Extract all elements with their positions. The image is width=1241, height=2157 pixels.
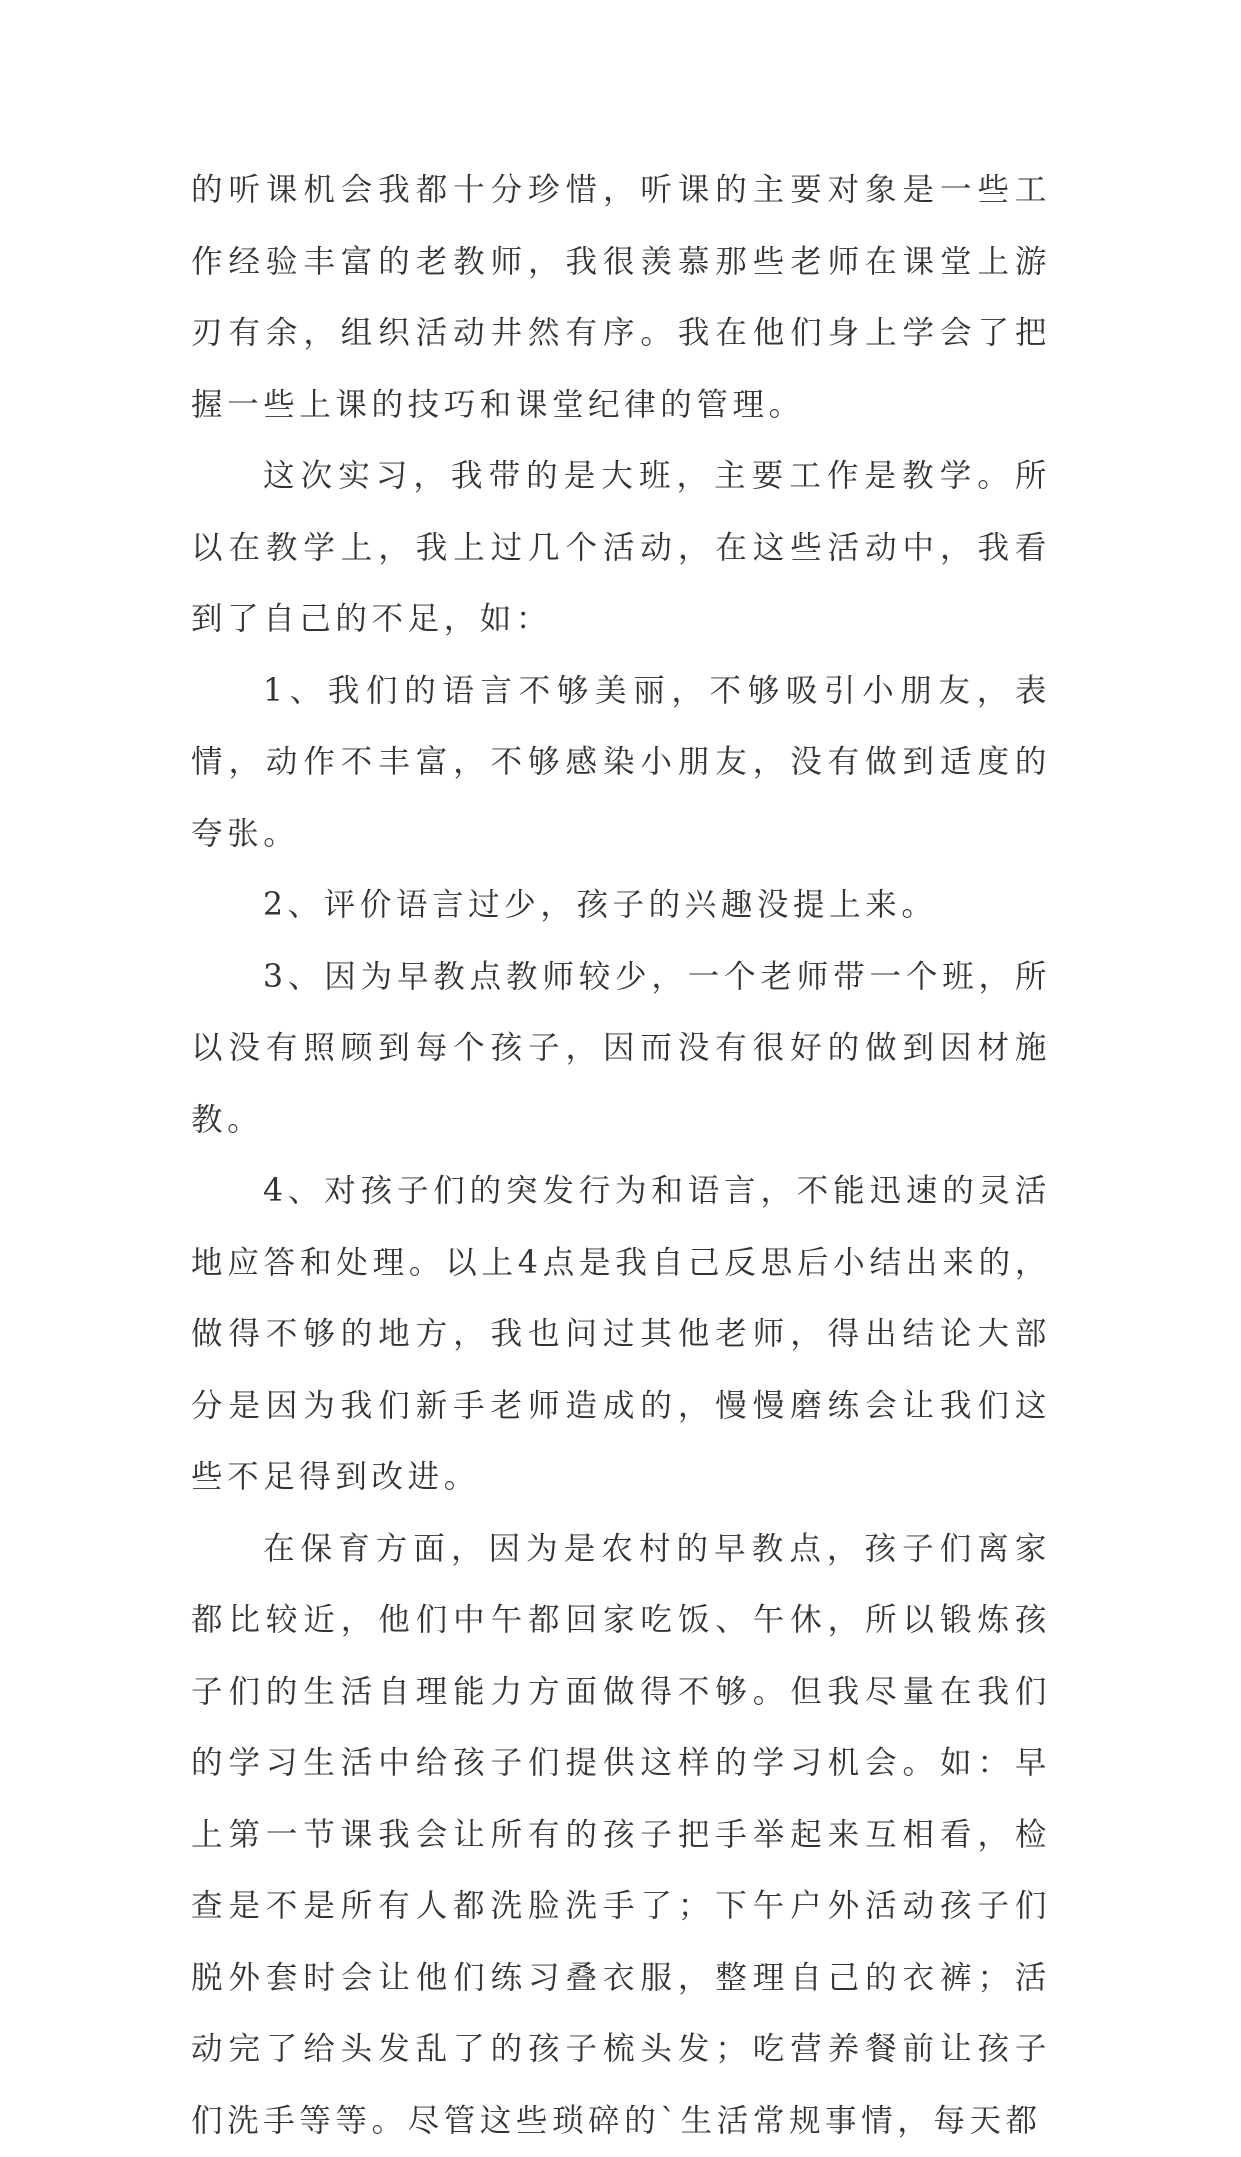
- document-body: [191, 155, 1051, 2157]
- list-item-language: 1、我们的语言不够美丽，不够吸引小朋友，表情，动作不丰富，不够感染小朋友，没有做到适度的夸张。: [191, 656, 1051, 871]
- paragraph-listening-class: 的听课机会我都十分珍惜，听课的主要对象是一些工作经验丰富的老教师，我很羡慕那些老师在课堂上游刃有余，组织活动井然有序。我在他们身上学会了把握一些上课的技巧和课堂纪律的管理。: [191, 155, 1051, 441]
- list-item-response: 4、对孩子们的突发行为和语言，不能迅速的灵活地应答和处理。以上4点是我自己反思后小结出来的，做得不够的地方，我也问过其他老师，得出结论大部分是因为我们新手老师造成的，慢慢磨练会让我们这些不足得到改进。: [191, 1156, 1051, 1514]
- list-item-evaluation: 2、评价语言过少，孩子的兴趣没提上来。: [191, 870, 1051, 942]
- paragraph-internship-teaching: 这次实习，我带的是大班，主要工作是教学。所以在教学上，我上过几个活动，在这些活动中，我看到了自己的不足，如：: [191, 441, 1051, 656]
- paragraph-care: 在保育方面，因为是农村的早教点，孩子们离家都比较近，他们中午都回家吃饭、午休，所以锻炼孩子们的生活自理能力方面做得不够。但我尽量在我们的学习生活中给孩子们提供这样的学习机会。如：早上第一节课我会让所有的孩子把手举起来互相看，检查是不是所有人都洗脸洗手了；下午户外活动孩子们脱外套时会让他们练习叠衣服，整理自己的衣裤；活动完了给头发乱了的孩子梳头发；吃营养餐前让孩子们洗手等等。尽管这些琐碎的`生活常规事情，每天都: [191, 1514, 1051, 2157]
- list-item-teachers: 3、因为早教点教师较少，一个老师带一个班，所以没有照顾到每个孩子，因而没有很好的做到因材施教。: [191, 942, 1051, 1157]
